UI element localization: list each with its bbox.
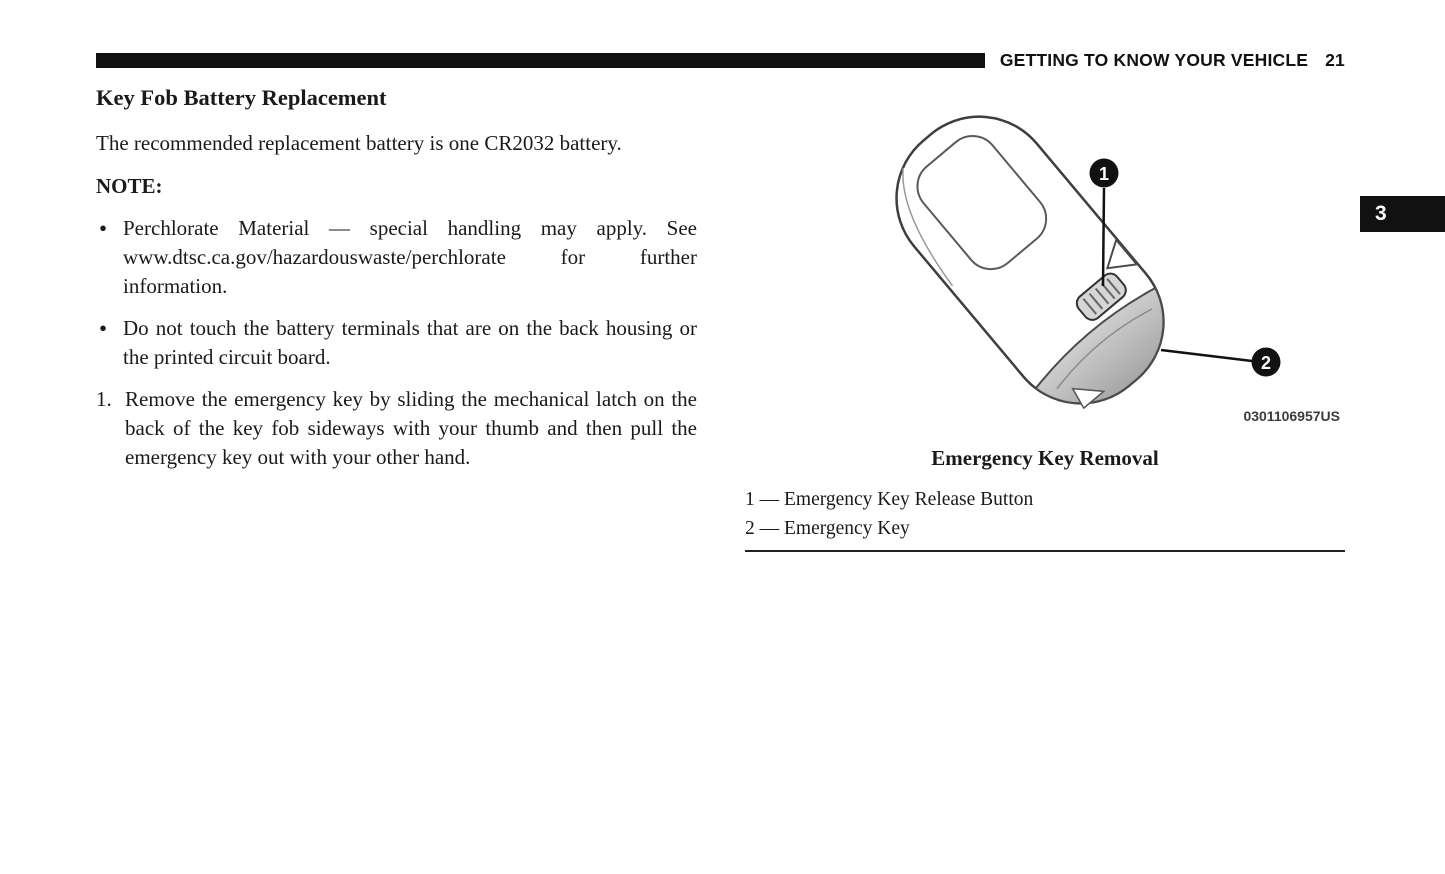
page-number: 21	[1325, 50, 1345, 70]
section-tab	[1360, 196, 1445, 232]
callout-2-line	[1161, 350, 1252, 361]
legend-item-emergency-key: 2 — Emergency Key	[745, 518, 910, 540]
legend-item-release-button: 1 — Emergency Key Release Button	[745, 489, 1034, 510]
figure-caption: Emergency Key Removal	[931, 446, 1159, 470]
figure-divider	[745, 550, 1345, 552]
note-label: NOTE:	[96, 174, 163, 199]
header-rule-bar	[96, 53, 985, 68]
article-column	[96, 82, 697, 472]
header-title: GETTING TO KNOW YOUR VEHICLE	[999, 50, 1309, 70]
image-code: 0301106957US	[1243, 408, 1340, 424]
section-tab-label: 3	[1375, 202, 1387, 225]
intro-paragraph: The recommended replacement battery is one CR2032 battery.	[96, 131, 622, 156]
key-fob-group	[866, 86, 1194, 434]
callout-1-number: 1	[1098, 164, 1110, 184]
key-fob-body	[866, 86, 1194, 434]
key-fob-illustration	[745, 84, 1345, 436]
figure-legend	[745, 487, 1345, 542]
numbered-step	[96, 385, 697, 472]
callout-2-number: 2	[1260, 353, 1272, 373]
step-number: 1.	[96, 386, 112, 411]
bullet-item-perchlorate: • Perchlorate Material — special handling may apply. See www.dtsc.ca.gov/hazardouswaste/perchlorate for further information.	[123, 214, 697, 301]
callout-1-line	[1103, 188, 1104, 286]
page-header	[96, 50, 1345, 71]
figure-block	[745, 84, 1345, 552]
section-heading: Key Fob Battery Replacement	[96, 85, 387, 110]
note-bullet-list	[96, 214, 697, 372]
step-text: Remove the emergency key by sliding the mechanical latch on the back of the key fob sideways with your thumb and then pull the emergency key out with your other hand.	[125, 386, 697, 469]
bullet-item-battery-terminals: • Do not touch the battery terminals that are on the back housing or the printed circuit board.	[123, 314, 697, 372]
